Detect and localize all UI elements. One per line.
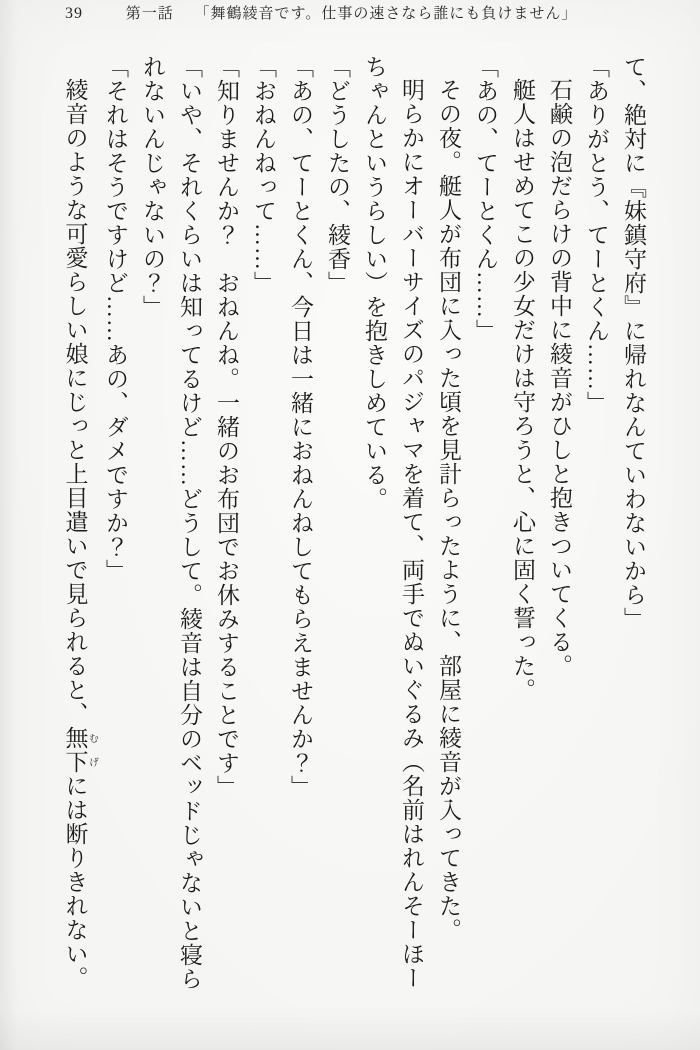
paragraph: て、絶対に『妹鎮守府』に帰れなんていわないから」 (621, 55, 646, 631)
ruby-annotation: 無下 むげ (62, 726, 98, 774)
chapter-label: 第一話 (125, 6, 174, 22)
paragraph: 「あの、てーとくん、今日は一緒におねんねしてもらえませんか？」 (288, 55, 313, 799)
paragraph: 「ありがとう、てーとくん……」 (584, 55, 609, 415)
paragraph: 「おねんねって……」 (251, 55, 276, 295)
paragraph: 綾音のような可愛らしい娘にじっと上目遣いで見られると、無下 むげには断りきれない。 (62, 78, 98, 990)
vertical-text-block (57, 55, 653, 1003)
page-number: 39 (65, 5, 83, 22)
paragraph: 石鹸の泡だらけの背中に綾音がひしと抱きついてくる。 (547, 78, 572, 678)
paragraph: 「それはそうですけど……あの、ダメですか？」 (103, 55, 128, 583)
paragraph: 「あの、てーとくん……」 (473, 55, 498, 343)
running-head (65, 4, 577, 24)
paragraph: 「知りませんか？ おねんね。一緒のお布団でお休みすることです」 (214, 55, 239, 799)
paragraph: 艇人はせめてこの少女だけは守ろうと、心に固く誓った。 (510, 78, 535, 702)
paragraph: 「いや、それくらいは知ってるけど……どうして。綾音は自分のベッドじゃないと寝られないんじゃないの？」 (140, 55, 202, 991)
chapter-title: 「舞鶴綾音です。仕事の速さなら誰にも負けません」 (194, 6, 578, 22)
paragraph: その夜。艇人が布団に入った頃を見計らったように、部屋に綾音が入ってきた。 (436, 78, 461, 942)
paragraph: 明らかにオーバーサイズのパジャマを着て、両手でぬいぐるみ（名前はれんそーほーちゃんというらしい）を抱きしめている。 (362, 55, 424, 990)
paragraph: 「どうしたの、綾香」 (325, 55, 350, 295)
